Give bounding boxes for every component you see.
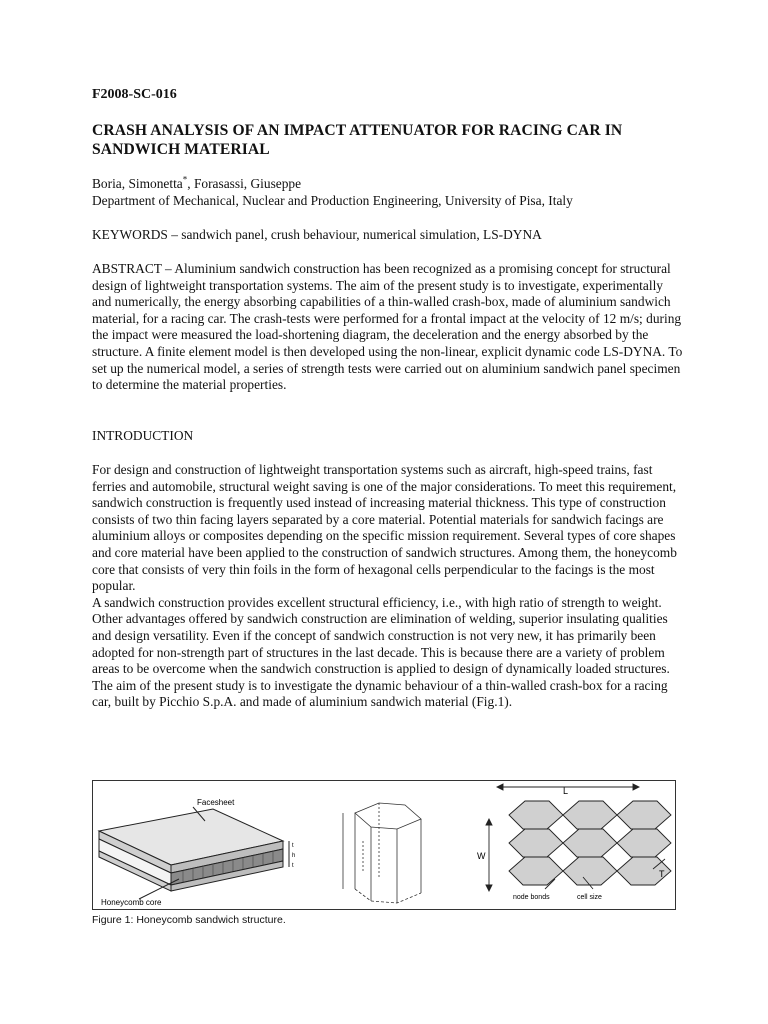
label-cell-size: cell size [577, 894, 602, 901]
hexagonal-cell-drawing [343, 803, 421, 903]
label-tf-bottom: t [292, 863, 294, 869]
label-T: T [659, 869, 665, 879]
keywords: KEYWORDS – sandwich panel, crush behaviour, numerical simulation, LS-DYNA [92, 227, 542, 242]
label-L: L [563, 786, 569, 796]
intro-paragraph-3: The aim of the present study is to investigate the dynamic behaviour of a thin-walled crash-box for a racing car, built by Picchio S.p.A. and made of aluminium sandwich material (Fig.1). [92, 677, 668, 710]
author-secondary: , Forasassi, Giuseppe [187, 176, 302, 191]
label-node-bonds: node bonds [513, 894, 550, 901]
paper-title: CRASH ANALYSIS OF AN IMPACT ATTENUATOR FOR RACING CAR IN SANDWICH MATERIAL [92, 122, 623, 158]
intro-paragraph-1: For design and construction of lightweight transportation systems such as aircraft, high-speed trains, fast ferries and automobile, structural weight saving is one of the major considerations. To meet this requirement, sandwich construction is frequently used instead of increasing material thickness. This type of construction consists of two thin facing layers separated by a core material. Potential materials for sandwich facings are aluminium alloys or composites depending on the specific mission requirement. Several types of core shapes and core material have been applied to the construction of sandwich structures. Among them, the honeycomb core that consists of very thin foils in the form of hexagonal cells perpendicular to the facings is the most popular. [92, 462, 677, 594]
intro-paragraph-2: A sandwich construction provides excellent structural efficiency, i.e., with high ratio of strength to weight. Other advantages offered by sandwich construction are elimination of welding, superior insulating qualities and design versatility. Even if the concept of sandwich construction is not very new, it has primarily been adopted for non-strength part of structures in the last decade. This is because there are a variety of problem areas to be overcome when the sandwich construction is applied to design of dynamically loaded structures. [92, 594, 670, 677]
abstract: ABSTRACT – Aluminium sandwich construction has been recognized as a promising concept for structural design of lightweight transportation systems. The aim of the present study is to investigate, experimentally and numerically, the energy absorbing capabilities of a thin-walled crash-box, made of aluminium sandwich material, for a racing car. The crash-tests were performed for a frontal impact at the velocity of 12 m/s; during the impact were measured the load-shortening diagram, the deceleration and the energy absorbed by the structure. A finite element model is then developed using the non-linear, explicit dynamic code LS-DYNA. To set up the numerical model, a series of strength tests were carried out on aluminium sandwich panel specimen to determine the material properties. [92, 261, 683, 393]
honeycomb-expanded-drawing [486, 784, 671, 891]
author-footnote-mark: * [182, 174, 188, 185]
label-honeycomb-core: Honeycomb core [101, 898, 162, 907]
affiliation: Department of Mechanical, Nuclear and Production Engineering, University of Pisa, Italy [92, 193, 573, 208]
figure-caption: Figure 1: Honeycomb sandwich structure. [92, 914, 286, 926]
author-primary: Boria, Simonetta [92, 176, 183, 191]
paper-code: F2008-SC-016 [92, 87, 177, 102]
figure-honeycomb-sandwich [92, 780, 676, 910]
section-heading-introduction: INTRODUCTION [92, 428, 194, 443]
label-facesheet: Facesheet [197, 798, 235, 807]
label-hc: h [292, 853, 296, 859]
introduction-body [92, 462, 684, 711]
label-tf-top: t [292, 843, 294, 849]
figure-drawing [93, 781, 675, 909]
sandwich-panel-drawing [99, 807, 289, 899]
label-W: W [477, 851, 486, 861]
authors [92, 176, 684, 193]
